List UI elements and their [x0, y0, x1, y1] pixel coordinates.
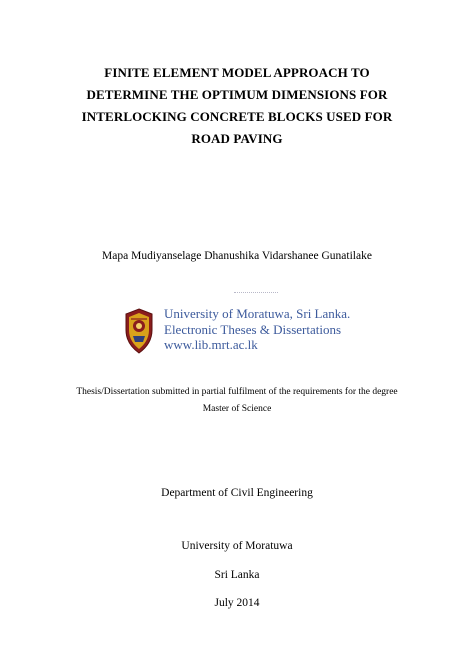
title-line-3: INTERLOCKING CONCRETE BLOCKS USED FOR	[81, 109, 393, 124]
submission-statement	[20, 384, 454, 418]
submission-date: July 2014	[214, 597, 260, 609]
author-name: Mapa Mudiyanselage Dhanushika Vidarshanee Gunatilake	[102, 250, 372, 262]
submission-line-1: Thesis/Dissertation submitted in partial fulfilment of the requirements for the degree	[76, 387, 398, 397]
degree-name: Master of Science	[202, 404, 272, 414]
title-line-1: FINITE ELEMENT MODEL APPROACH TO	[104, 65, 370, 80]
stamp-line-university: University of Moratuwa, Sri Lanka.	[164, 306, 351, 321]
university-name: University of Moratuwa	[181, 540, 293, 552]
department-name: Department of Civil Engineering	[161, 487, 313, 499]
title-line-4: ROAD PAVING	[191, 131, 283, 146]
stamp-line-theses: Electronic Theses & Dissertations	[164, 321, 342, 337]
title-line-2: DETERMINE THE OPTIMUM DIMENSIONS FOR	[86, 87, 388, 102]
library-stamp-text	[164, 306, 364, 353]
library-stamp	[120, 302, 360, 362]
stamp-line-url: www.lib.mrt.ac.lk	[164, 337, 258, 352]
scan-artifact	[234, 292, 278, 299]
country-name: Sri Lanka	[214, 569, 260, 581]
thesis-title	[60, 62, 414, 150]
university-crest-icon	[124, 308, 154, 354]
